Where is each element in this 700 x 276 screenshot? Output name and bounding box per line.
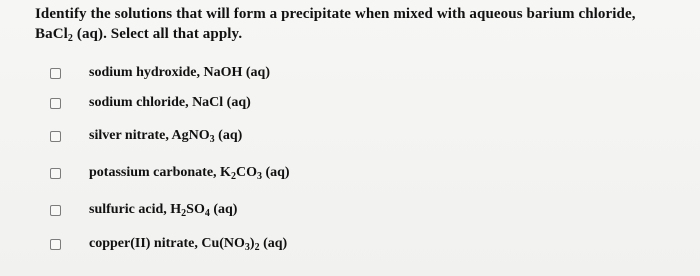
option-label-text: sulfuric acid, H xyxy=(89,202,182,217)
option-label-text: sodium chloride, NaCl (aq) xyxy=(89,95,251,110)
formula-subscript: 3 xyxy=(209,134,215,145)
option-label xyxy=(89,128,242,144)
option-label-text: silver nitrate, AgNO xyxy=(89,128,210,143)
option-label-text: ) xyxy=(249,236,255,251)
option-label xyxy=(89,236,287,252)
checkbox-potassium-carbonate[interactable] xyxy=(50,168,61,179)
option-label-text: (aq) xyxy=(214,128,243,143)
option-label-text: potassium carbonate, K xyxy=(89,165,231,180)
option-silver-nitrate[interactable] xyxy=(50,125,242,147)
option-label-text: copper(II) nitrate, Cu(NO xyxy=(89,236,245,251)
option-label-text: CO xyxy=(235,165,257,180)
question-line-2: BaCl$_2$ (aq). Select all that apply. xyxy=(35,26,243,44)
option-sodium-hydroxide[interactable] xyxy=(50,62,270,84)
formula-subscript: 2 xyxy=(254,242,260,253)
formula-subscript: 2 xyxy=(181,208,187,219)
option-sulfuric-acid[interactable] xyxy=(50,199,237,221)
formula-subscript: 3 xyxy=(244,242,250,253)
option-label-text: SO xyxy=(186,202,205,217)
barium-chloride-formula: BaCl$_2$ xyxy=(35,26,74,44)
option-label-text: (aq) xyxy=(261,165,290,180)
option-sodium-chloride[interactable] xyxy=(50,92,251,114)
checkbox-silver-nitrate[interactable] xyxy=(50,131,61,142)
option-label-text: (aq) xyxy=(259,236,288,251)
question-line-1: Identify the solutions that will form a precipitate when mixed with aqueous barium chloride, xyxy=(35,6,636,22)
option-label-text: sodium hydroxide, NaOH (aq) xyxy=(89,65,270,80)
option-label xyxy=(89,65,270,81)
option-label xyxy=(89,202,237,218)
formula-subscript: 4 xyxy=(204,208,210,219)
formula-subscript: 3 xyxy=(256,171,262,182)
formula-subscript: 2 xyxy=(230,171,236,182)
checkbox-copper-nitrate[interactable] xyxy=(50,239,61,250)
option-label xyxy=(89,95,251,111)
checkbox-sodium-chloride[interactable] xyxy=(50,98,61,109)
option-label xyxy=(89,165,290,181)
option-potassium-carbonate[interactable] xyxy=(50,162,290,184)
checkbox-sodium-hydroxide[interactable] xyxy=(50,68,61,79)
option-label-text: (aq) xyxy=(209,202,238,217)
option-copper-nitrate[interactable] xyxy=(50,233,287,255)
checkbox-sulfuric-acid[interactable] xyxy=(50,205,61,216)
